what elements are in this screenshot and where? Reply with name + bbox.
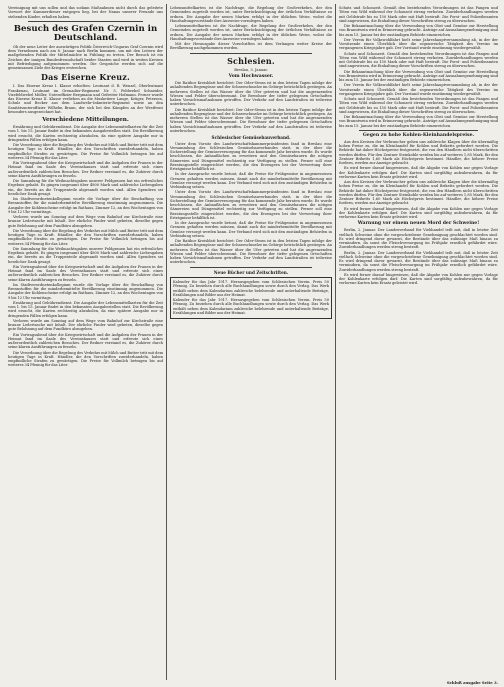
misc-paragraph: Verloren wurde am Sonntag auf dem Wege vom Bahnhof zur Kirchstraße eine braune Ledertasche mit Inhalt. Der ehrliche Finder wird gebeten, dieselbe gegen gute Belohnung auf dem Fundbüro abzugeben. bbox=[8, 215, 163, 228]
ad-text: Kalender für das Jahr 1917. Herausgegeben vom Schlesischen Verein. Preis 50 Pfennig. Zu beziehen durch alle Buchhandlungen sowie durch den Verlag. Das Werk enthält neben dem Kalendarium zahlreiche belehrende und unterhaltende Beiträge, Erzählungen und Bilder aus der Heimat. bbox=[173, 280, 329, 297]
article-gemuesebau: In der Aussprache wurde betont, daß die Preise für Frühgemüse in angemessenen Grenzen gehalten werden müssen, damit auch die minderbemittelte Bevölkerung mit Gemüse versorgt werden kann. Der Verband wird sich mit den zuständigen Behörden in Verbindung setzen. bbox=[170, 172, 332, 189]
divider bbox=[190, 53, 312, 54]
misc-paragraph: Die Verordnung über die Regelung des Verkehrs mit Milch und Butter tritt mit dem heutigen Tage in Kraft. Händler, die den Vorschriften zuwiderhandeln, haben empfindliche Strafen zu gewärtigen. Die Preise für Vollmilch betragen bis auf weiteres 34 Pfennig für das Liter. bbox=[8, 350, 163, 368]
article-eisernes-kreuz: I. Das Eiserne Kreuz I. Klasse erhielten: Leutnant d. R. Wenzel, Oberleutnant Frankenau, Leutnant im Grenadier-Regiment Nr. 5, Feldwebel Schneider, Vizefeldwebel Müller, Unteroffizier Bergmann und Gefreiter Hofmann. Ferner wurde das Eiserne Kreuz II. Klasse verliehen an die Musketiere Lange, Krüger, Petersen, Schulz und Becker aus dem Landwehr-Infanterie-Regiment sowie an den Sanitätsunteroffizier Wilhelm Braun, der sich bei den Kämpfen an der Westfront besonders ausgezeichnet hat. bbox=[8, 84, 163, 114]
article-warnung: Berlin, 2. Januar. Der Landesverband für Viehhandel teilt mit, daß in letzter Zeit vielfach Schweine ohne die vorgeschriebene Genehmigung geschlachtet worden sind. Es wird dringend davor gewarnt, die Bestände über das zulässige Maß hinaus zu vermindern, da sonst die Fleischversorgung im Frühjahr ernstlich gefährdet wäre. Zuwiderhandlungen werden streng bestraft. bbox=[339, 250, 498, 272]
misc-paragraph: Die Sammlung für die Weihnachtsgaben unserer Feldgrauen hat ein erfreuliches Ergebnis gehabt. Es gingen insgesamt über 4800 Mark und zahlreiche Liebesgaben ein, die bereits an die Truppenteile abgesandt worden sind. Allen Spendern sei herzlicher Dank gesagt. bbox=[8, 246, 163, 264]
top-paragraph: Lebensmittelkarten ist die Nachfrage, die Regelung der Großverkehrs, der den Gemeinden zugeteilt worden ist, unter Berücksichtigung der örtlichen Verhältnisse zu ordnen. Die Ausgabe der neuen Marken erfolgt in der üblichen Weise, wobei die Haushaltungsvorstände ihre Ausweise vorzulegen haben. bbox=[170, 24, 332, 41]
top-paragraph: Die Bekanntmachung über die Verwendung von Obst und Gemüse zur Herstellung von Branntwein wird in Erinnerung gebracht. Anträge auf Ausnahmegenehmigung sind bis zum 15. Januar bei der zuständigen Behörde einzureichen. bbox=[339, 115, 498, 128]
book-advertisement bbox=[170, 277, 332, 319]
top-paragraph: Der Verein für Volkswohlfahrt hielt seine Jahreshauptversammlung ab, in der der Vorsitzende einen Überblick über die segensreiche Tätigkeit des Vereins im vergangenen Kriegsjahre gab. Der Vorstand wurde einstimmig wiedergewählt. bbox=[339, 83, 498, 96]
column-left bbox=[8, 6, 163, 678]
headline-mitteilungen: Verschiedene Mitteilungen. bbox=[42, 117, 129, 123]
top-paragraph: Schutz und Schonzeit. Gemäß den bestehenden Verordnungen ist das Fangen und Töten von Wild während der Schonzeit streng verboten. Zuwiderhandlungen werden mit Geldstrafe bis zu 150 Mark oder mit Haft bestraft. Die Forst- und Polizeibeamten sind angewiesen, die Einhaltung dieser Vorschriften streng zu überwachen. bbox=[339, 6, 498, 23]
column-rule bbox=[335, 4, 336, 680]
misc-paragraph: Ein Vortragsabend über die Kriegswirtschaft und die Aufgaben der Frauen in der Heimat fand im Saale des Vereinshauses statt und erfreute sich eines außerordentlich zahlreichen Besuches. Der Redner verstand es, die Zuhörer durch seine klaren Ausführungen zu fesseln. bbox=[8, 332, 163, 350]
headline-schlesien: Schlesien. bbox=[227, 55, 275, 66]
note-paragraph: Mit der Herausgabe dieser Vorschriften ist dem Verlangen weiter Kreise der Bevölkerung nachgekommen worden. bbox=[170, 42, 332, 51]
article-hochwasser: Die Ratibor Kreisblatt berichtet: Der Oder-Strom ist in den letzten Tagen infolge der anhaltenden Regengüsse und der Schneeschmelze im Gebirge beträchtlich gestiegen. An mehreren Stellen ist das Wasser über die Ufer getreten und hat die angrenzenden Wiesen und Felder überschwemmt. Die Bewohner der tiefer gelegenen Ortschaften haben Vorsichtsmaßnahmen getroffen. Der Verkehr auf den Landstraßen ist teilweise unterbrochen. bbox=[170, 107, 332, 133]
divider bbox=[359, 130, 478, 131]
article-czernin: Ob der neue Leiter der auswärtigen Politik Österreich-Ungarns Graf Czernin wird dem Vernehmen nach am 8. Januar nach Berlin kommen, um mit den Leitern der maßgebenden Politik der Mittelmächte in Fühlung zu treten. Der Besuch ist ein Zeichen der innigen Bundesfreundschaft beider Staaten und wird in weiten Kreisen mit Befriedigung aufgenommen werden. Die Gespräche werden sich auf die gemeinsamen Ziele des Krieges erstrecken. bbox=[8, 44, 163, 70]
article-gemuesebau: Unter dem Vorsitz des Landwirtschaftskammerpräsidenten fand in Breslau eine Versammlung des Schlesischen Gemüsebauverbandes statt, in der über die Sicherstellung der Gemüseversorgung für das kommende Jahr beraten wurde. Es wurde beschlossen, die Anbauflächen zu erweitern und den Gemüsebauern die nötigen Sämereien und Düngemittel rechtzeitig zur Verfügung zu stellen. Ferner soll eine Beratungsstelle eingerichtet werden, die den Erzeugern bei der Verwertung ihrer Erträgnisse behilflich ist. bbox=[170, 190, 332, 220]
misc-paragraph: Im Stadtverordnetenkollegium wurde die Vorlage über die Beschaffung von Brennstoffen für die minderbemittelte Bevölkerung einstimmig angenommen. Die Ausgabe der Kohlenscheine erfolgt im Rathaus, Zimmer 12, an den Wochentagen von 9 bis 12 Uhr vormittags. bbox=[8, 197, 163, 214]
headline-czernin: Besuch des Grafen Czernin in Deutschland. bbox=[13, 23, 158, 43]
headline-kohlen: Gegen zu hohe Kohlen-Kleinhandelspreise. bbox=[362, 132, 475, 138]
top-paragraph: Die Bekanntmachung über die Verwendung von Obst und Gemüse zur Herstellung von Branntwein wird in Erinnerung gebracht. Anträge auf Ausnahmegenehmigung sind bis zum 15. Januar bei der zuständigen Behörde einzureichen. bbox=[339, 69, 498, 82]
misc-paragraph: Verloren wurde am Sonntag auf dem Wege vom Bahnhof zur Kirchstraße eine braune Ledertasche mit Inhalt. Der ehrliche Finder wird gebeten, dieselbe gegen gute Belohnung auf dem Fundbüro abzugeben. bbox=[8, 318, 163, 332]
misc-paragraph: Ernährung und Gebührendienst. Die Ausgabe der Lebensmittelkarten für die Zeit vom 1. bis 15. Januar findet in den bekannten Ausgabestellen statt. Die Bevölkerung wird ersucht, die Karten rechtzeitig abzuholen, da eine spätere Ausgabe nur in dringenden Fällen erfolgen kann. bbox=[8, 125, 163, 142]
article-warnung: Es wird ferner darauf hingewiesen, daß die Abgabe von Kohlen nur gegen Vorlage der Kohlenkarte erfolgen darf. Die Karten sind sorgfältig aufzubewahren, da für verlorene Karten kein Ersatz geleistet wird. bbox=[339, 272, 498, 286]
article-kohlen: Aus den Kreisen der Verbraucher gehen uns zahlreiche Klagen über die übermäßig hohen Preise zu, die im Kleinhandel für Kohlen und Briketts gefordert werden. Die Behörde hat daher Höchstpreise festgesetzt, die von den Händlern nicht überschritten werden dürfen. Für den Zentner Steinkohle werden bis auf weiteres 1,85 Mark, für den Zentner Briketts 1,60 Mark als Höchstpreis bestimmt. Händler, die höhere Preise fordern, werden zur Anzeige gebracht. bbox=[339, 180, 498, 206]
headline-eisernes-kreuz: Das Eiserne Kreuz. bbox=[40, 72, 131, 83]
headline-warnung: Warnung vor einem neuen Mord der Schweine! bbox=[357, 221, 480, 227]
top-paragraph: Der Verein für Volkswohlfahrt hielt seine Jahreshauptversammlung ab, in der der Vorsitzende einen Überblick über die segensreiche Tätigkeit des Vereins im vergangenen Kriegsjahre gab. Der Vorstand wurde einstimmig wiedergewählt. bbox=[339, 37, 498, 51]
article-warnung: Berlin, 2. Januar. Der Landesverband für Viehhandel teilt mit, daß in letzter Zeit vielfach Schweine ohne die vorgeschriebene Genehmigung geschlachtet worden sind. Es wird dringend davor gewarnt, die Bestände über das zulässige Maß hinaus zu vermindern, da sonst die Fleischversorgung im Frühjahr ernstlich gefährdet wäre. Zuwiderhandlungen werden streng bestraft. bbox=[339, 228, 498, 250]
page-footer: Schluß ausgabe Seite 3. bbox=[446, 680, 498, 685]
subheadline-gemuesebau: Schlesischer Gemüsebauverband. bbox=[211, 135, 291, 140]
column-rule bbox=[166, 4, 167, 680]
article-gemuesebau: Die Ratibor Kreisblatt berichtet: Der Oder-Strom ist in den letzten Tagen infolge der anhaltenden Regengüsse und der Schneeschmelze im Gebirge beträchtlich gestiegen. An mehreren Stellen ist das Wasser über die Ufer getreten und hat die angrenzenden Wiesen und Felder überschwemmt. Die Bewohner der tiefer gelegenen Ortschaften haben Vorsichtsmaßnahmen getroffen. Der Verkehr auf den Landstraßen ist teilweise unterbrochen. bbox=[170, 239, 332, 265]
article-gemuesebau: In der Aussprache wurde betont, daß die Preise für Frühgemüse in angemessenen Grenzen gehalten werden müssen, damit auch die minderbemittelte Bevölkerung mit Gemüse versorgt werden kann. Der Verband wird sich mit den zuständigen Behörden in Verbindung setzen. bbox=[170, 221, 332, 238]
column-middle bbox=[170, 6, 332, 678]
misc-paragraph: Die Verordnung über die Regelung des Verkehrs mit Milch und Butter tritt mit dem heutigen Tage in Kraft. Händler, die den Vorschriften zuwiderhandeln, haben empfindliche Strafen zu gewärtigen. Die Preise für Vollmilch betragen bis auf weiteres 34 Pfennig für das Liter. bbox=[8, 228, 163, 246]
misc-paragraph: Ein Vortragsabend über die Kriegswirtschaft und die Aufgaben der Frauen in der Heimat fand im Saale des Vereinshauses statt und erfreute sich eines außerordentlich zahlreichen Besuches. Der Redner verstand es, die Zuhörer durch seine klaren Ausführungen zu fesseln. bbox=[8, 161, 163, 178]
top-paragraph: Schutz und Schonzeit. Gemäß den bestehenden Verordnungen ist das Fangen und Töten von Wild während der Schonzeit streng verboten. Zuwiderhandlungen werden mit Geldstrafe bis zu 150 Mark oder mit Haft bestraft. Die Forst- und Polizeibeamten sind angewiesen, die Einhaltung dieser Vorschriften streng zu überwachen. bbox=[339, 97, 498, 114]
top-paragraph: Schutz und Schonzeit. Gemäß den bestehenden Verordnungen ist das Fangen und Töten von Wild während der Schonzeit streng verboten. Zuwiderhandlungen werden mit Geldstrafe bis zu 150 Mark oder mit Haft bestraft. Die Forst- und Polizeibeamten sind angewiesen, die Einhaltung dieser Vorschriften streng zu überwachen. bbox=[339, 51, 498, 69]
article-kohlen: Es wird ferner darauf hingewiesen, daß die Abgabe von Kohlen nur gegen Vorlage der Kohlenkarte erfolgen darf. Die Karten sind sorgfältig aufzubewahren, da für verlorene Karten kein Ersatz geleistet wird. bbox=[339, 166, 498, 179]
article-hochwasser: Die Ratibor Kreisblatt berichtet: Der Oder-Strom ist in den letzten Tagen infolge der anhaltenden Regengüsse und der Schneeschmelze im Gebirge beträchtlich gestiegen. An mehreren Stellen ist das Wasser über die Ufer getreten und hat die angrenzenden Wiesen und Felder überschwemmt. Die Bewohner der tiefer gelegenen Ortschaften haben Vorsichtsmaßnahmen getroffen. Der Verkehr auf den Landstraßen ist teilweise unterbrochen. bbox=[170, 81, 332, 107]
top-paragraph: Die Bekanntmachung über die Verwendung von Obst und Gemüse zur Herstellung von Branntwein wird in Erinnerung gebracht. Anträge auf Ausnahmegenehmigung sind bis zum 15. Januar bei der zuständigen Behörde einzureichen. bbox=[339, 24, 498, 37]
column-right bbox=[339, 6, 498, 678]
dateline: Breslau, 3. Januar. bbox=[234, 67, 268, 72]
subheadline-buecher: Neue Bücher und Zeitschriften. bbox=[213, 269, 289, 275]
misc-paragraph: Die Verordnung über die Regelung des Verkehrs mit Milch und Butter tritt mit dem heutigen Tage in Kraft. Händler, die den Vorschriften zuwiderhandeln, haben empfindliche Strafen zu gewärtigen. Die Preise für Vollmilch betragen bis auf weiteres 34 Pfennig für das Liter. bbox=[8, 143, 163, 160]
intro-paragraph: Vereinigung mit uns sollen und das sodann Maßnahmen nicht durch das geleitete Vorwort der Kammerdiener entgegen lieg, bei der Nanas unserer Freunde uns stehenden Kinder, erhalten haben. bbox=[8, 6, 163, 19]
misc-paragraph: Die Sammlung für die Weihnachtsgaben unserer Feldgrauen hat ein erfreuliches Ergebnis gehabt. Es gingen insgesamt über 4800 Mark und zahlreiche Liebesgaben ein, die bereits an die Truppenteile abgesandt worden sind. Allen Spendern sei herzlicher Dank gesagt. bbox=[8, 179, 163, 196]
article-kohlen: Es wird ferner darauf hingewiesen, daß die Abgabe von Kohlen nur gegen Vorlage der Kohlenkarte erfolgen darf. Die Karten sind sorgfältig aufzubewahren, da für verlorene Karten kein Ersatz geleistet wird. bbox=[339, 206, 498, 219]
top-paragraph: Lebensmittelkarten ist die Nachfrage, die Regelung der Großverkehrs, der den Gemeinden zugeteilt worden ist, unter Berücksichtigung der örtlichen Verhältnisse zu ordnen. Die Ausgabe der neuen Marken erfolgt in der üblichen Weise, wobei die Haushaltungsvorstände ihre Ausweise vorzulegen haben. bbox=[170, 6, 332, 23]
ad-text: Kalender für das Jahr 1917. Herausgegeben vom Schlesischen Verein. Preis 50 Pfennig. Zu beziehen durch alle Buchhandlungen sowie durch den Verlag. Das Werk enthält neben dem Kalendarium zahlreiche belehrende und unterhaltende Beiträge, Erzählungen und Bilder aus der Heimat. bbox=[173, 298, 329, 315]
subheadline-hochwasser: Vom Hochwasser. bbox=[228, 74, 274, 79]
misc-paragraph: Ein Vortragsabend über die Kriegswirtschaft und die Aufgaben der Frauen in der Heimat fand im Saale des Vereinshauses statt und erfreute sich eines außerordentlich zahlreichen Besuches. Der Redner verstand es, die Zuhörer durch seine klaren Ausführungen zu fesseln. bbox=[8, 264, 163, 282]
article-gemuesebau: Unter dem Vorsitz des Landwirtschaftskammerpräsidenten fand in Breslau eine Versammlung des Schlesischen Gemüsebauverbandes statt, in der über die Sicherstellung der Gemüseversorgung für das kommende Jahr beraten wurde. Es wurde beschlossen, die Anbauflächen zu erweitern und den Gemüsebauern die nötigen Sämereien und Düngemittel rechtzeitig zur Verfügung zu stellen. Ferner soll eine Beratungsstelle eingerichtet werden, die den Erzeugern bei der Verwertung ihrer Erträgnisse behilflich ist. bbox=[170, 141, 332, 171]
misc-paragraph: Ernährung und Gebührendienst. Die Ausgabe der Lebensmittelkarten für die Zeit vom 1. bis 15. Januar findet in den bekannten Ausgabestellen statt. Die Bevölkerung wird ersucht, die Karten rechtzeitig abzuholen, da eine spätere Ausgabe nur in dringenden Fällen erfolgen kann. bbox=[8, 300, 163, 318]
divider bbox=[190, 267, 312, 268]
divider bbox=[28, 21, 143, 22]
article-kohlen: Aus den Kreisen der Verbraucher gehen uns zahlreiche Klagen über die übermäßig hohen Preise zu, die im Kleinhandel für Kohlen und Briketts gefordert werden. Die Behörde hat daher Höchstpreise festgesetzt, die von den Händlern nicht überschritten werden dürfen. Für den Zentner Steinkohle werden bis auf weiteres 1,85 Mark, für den Zentner Briketts 1,60 Mark als Höchstpreis bestimmt. Händler, die höhere Preise fordern, werden zur Anzeige gebracht. bbox=[339, 139, 498, 165]
misc-paragraph: Im Stadtverordnetenkollegium wurde die Vorlage über die Beschaffung von Brennstoffen für die minderbemittelte Bevölkerung einstimmig angenommen. Die Ausgabe der Kohlenscheine erfolgt im Rathaus, Zimmer 12, an den Wochentagen von 9 bis 12 Uhr vormittags. bbox=[8, 282, 163, 300]
